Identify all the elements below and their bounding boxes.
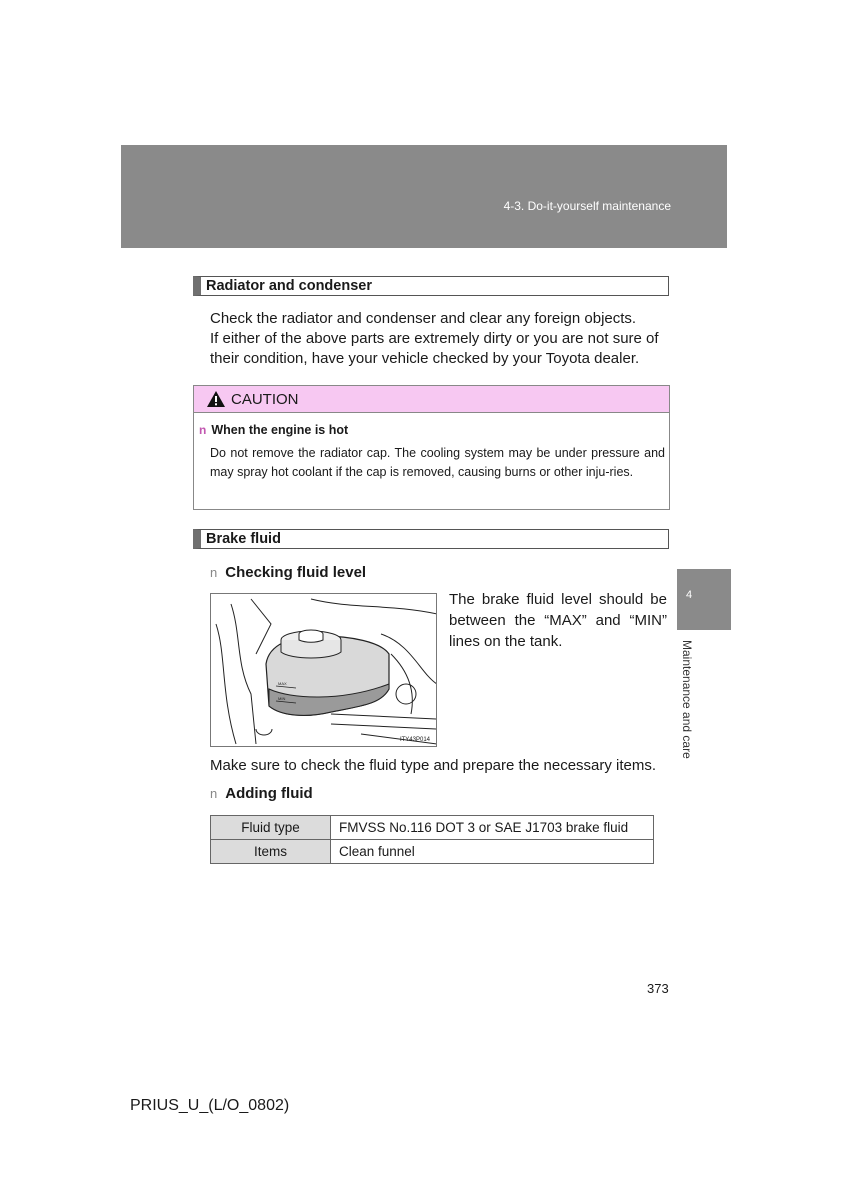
checking-heading-text: Checking fluid level [225,564,367,581]
header-band [121,145,727,248]
table-value: FMVSS No.116 DOT 3 or SAE J1703 brake fluid [331,816,654,840]
chapter-label: Maintenance and care [680,640,694,759]
check-fluid-text: Make sure to check the fluid type and prepare the necessary items. [210,757,657,774]
bullet-marker: n [210,565,218,580]
adding-heading [210,785,313,802]
adding-heading-text: Adding fluid [225,785,313,802]
radiator-text-2: If either of the above parts are extremely dirty or you are not sure of [210,330,659,347]
warning-icon [206,390,226,408]
caution-label: CAUTION [231,390,299,408]
table-value: Clean funnel [331,840,654,864]
brake-reservoir-figure [210,593,437,747]
caution-title-text: When the engine is hot [211,423,349,437]
chapter-tab [677,569,731,630]
min-mark: MIN [278,696,286,701]
caution-header [194,386,669,413]
table-key: Fluid type [211,816,331,840]
table-row [211,816,654,840]
caution-text: Do not remove the radiator cap. The cooling system may be under pressure and may spray hot coolant if the cap is removed, causing burns or other inju-ries. [210,446,665,479]
bullet-marker: n [210,786,218,801]
chapter-number: 4 [686,589,693,601]
fluid-table [210,815,654,864]
checking-heading [210,564,366,581]
radiator-text-3: their condition, have your vehicle checked by your Toyota dealer. [210,350,640,367]
max-mark: MAX [278,681,287,686]
page-number: 373 [647,981,669,996]
radiator-text-1: Check the radiator and condenser and clear any foreign objects. [210,310,637,327]
chapter-label-wrap [680,640,700,780]
table-row [211,840,654,864]
brake-reservoir-illustration [211,594,437,747]
brake-heading: Brake fluid [193,529,669,549]
fluid-level-text: The brake fluid level should be between the “MAX” and “MIN” lines on the tank. [449,591,667,650]
caution-box [193,385,670,510]
footer-code: PRIUS_U_(L/O_0802) [130,1097,290,1114]
radiator-heading: Radiator and condenser [193,276,669,296]
caution-title [199,423,348,437]
table-key: Items [211,840,331,864]
section-title: 4-3. Do-it-yourself maintenance [503,199,671,213]
bullet-marker: n [199,423,207,437]
figure-code: ITY43P014 [399,737,430,743]
